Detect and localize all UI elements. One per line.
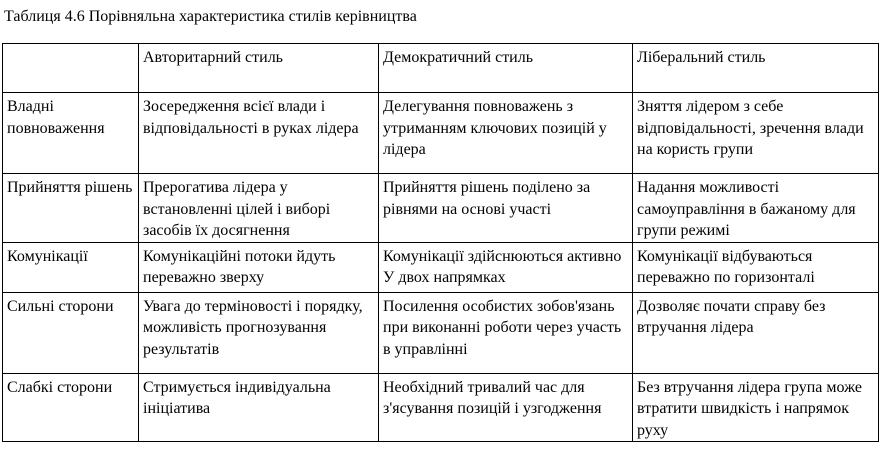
table-cell: Необхідний тривалий час для з'ясування позицій і узгодження	[379, 373, 633, 442]
table-row	[3, 292, 879, 373]
table-cell: Стримується індивідуальна ініціатива	[139, 373, 379, 442]
table-cell: Увага до терміновості і порядку, можливість прогнозування результатів	[139, 292, 379, 373]
table-cell: Зняття лідером з себе відповідальності, зречення влади на користь групи	[633, 93, 879, 174]
row-label-authority: Владні повноваження	[3, 93, 139, 174]
table-cell: Комунікації здійснюються активно У двох напрямках	[379, 242, 633, 292]
header-cell-authoritarian: Авторитарний стиль	[139, 44, 379, 93]
table-cell: Прерогатива лідера у встановленні цілей і виборі засобів їх досягнення	[139, 174, 379, 243]
table-cell: Прийняття рішень поділено за рівнями на основі участі	[379, 174, 633, 243]
table-caption: Таблиця 4.6 Порівняльна характеристика стилів керівництва	[4, 8, 417, 25]
table-row	[3, 242, 879, 292]
header-cell-empty	[3, 44, 139, 93]
table-cell: Делегування повноважень з утриманням ключових позицій у лідера	[379, 93, 633, 174]
table-cell: Дозволяє почати справу без втручання лідера	[633, 292, 879, 373]
table-cell: Без втручання лідера група може втратити швидкість і напрямок руху	[633, 373, 879, 442]
table-cell: Посилення особистих зобов'язань при виконанні роботи через участь в управлінні	[379, 292, 633, 373]
row-label-decisions: Прийняття рішень	[3, 174, 139, 243]
row-label-weaknesses: Слабкі сторони	[3, 373, 139, 442]
table-header-row	[3, 44, 879, 93]
table-cell: Надання можливості самоуправління в бажаному для групи режимі	[633, 174, 879, 243]
table-row	[3, 93, 879, 174]
leadership-styles-table	[2, 43, 879, 442]
table-row	[3, 373, 879, 442]
row-label-strengths: Сильні сторони	[3, 292, 139, 373]
row-label-communications: Комунікації	[3, 242, 139, 292]
header-cell-liberal: Ліберальний стиль	[633, 44, 879, 93]
table-cell: Комунікації відбуваються переважно по горизонталі	[633, 242, 879, 292]
table-cell: Зосередження всієї влади і відповідальності в руках лідера	[139, 93, 379, 174]
table-row	[3, 174, 879, 243]
header-cell-democratic: Демократичний стиль	[379, 44, 633, 93]
table-cell: Комунікаційні потоки йдуть переважно зверху	[139, 242, 379, 292]
